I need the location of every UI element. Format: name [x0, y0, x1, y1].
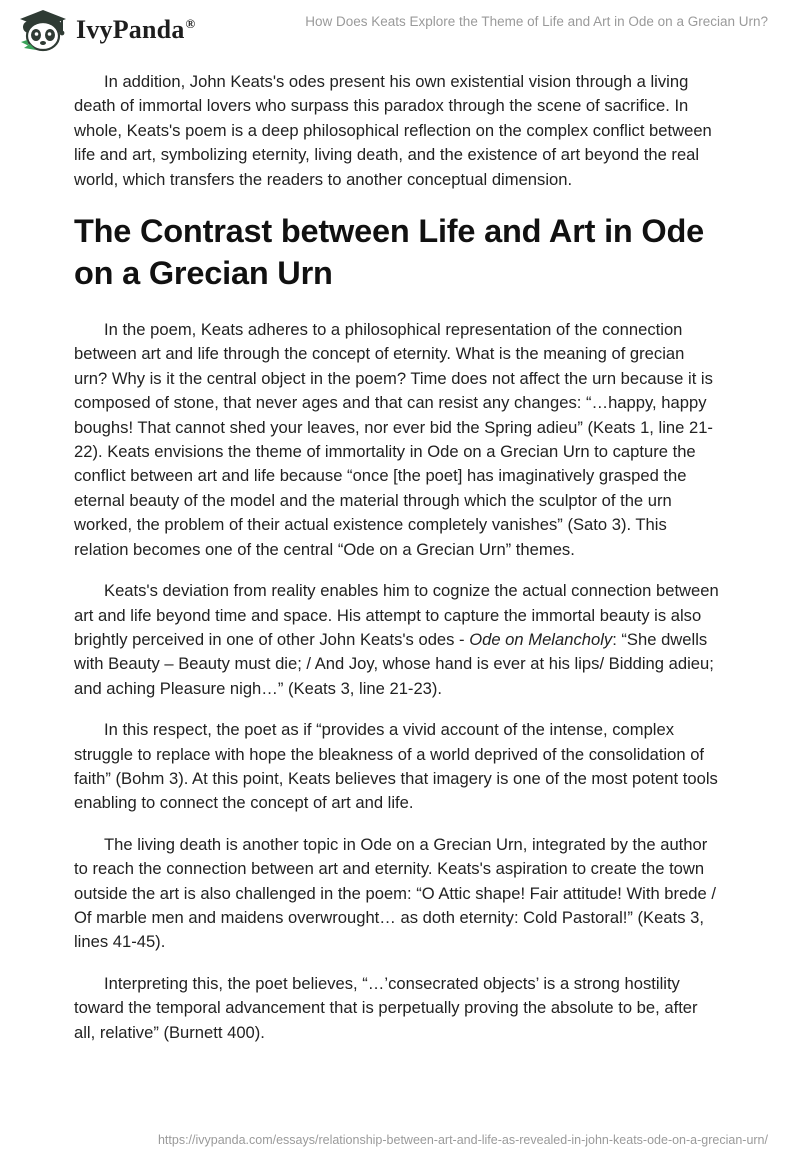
source-url[interactable]: https://ivypanda.com/essays/relationship-between-art-and-life-as-revealed-in-john-keats-ode-on-a-grecian-urn/ [157, 1133, 768, 1147]
page-header [0, 0, 800, 60]
paragraph-melancholy: Keats's deviation from reality enables him to cognize the actual connection between art and life beyond time and space. His attempt to capture the immortal beauty is also brightly perceived in one of other John Keats's odes - Ode on Melancholy: “She dwells with Beauty – Beauty must die; / And Joy, whose hand is ever at his lips/ Bidding adieu; and aching Pleasure nigh…” (Keats 3, line 21-23). [74, 581, 719, 698]
section-heading: The Contrast between Life and Art in Ode on a Grecian Urn [74, 213, 705, 292]
paragraph-eternity: In the poem, Keats adheres to a philosophical representation of the connection between art and life through the concept of eternity. What is the meaning of grecian urn? Why is it the central object in the poem? Time does not affect the urn because it is composed of stone, that never ages and that can resist any changes: “…happy, happy boughs! That cannot shed your leaves, nor ever bid the Spring adieu” (Keats 1, line 21-22). Keats envisions the theme of immortality in Ode on a Grecian Urn to capture the conflict between art and life because “once [the poet] has imaginatively grasped the eternal beauty of the model and the material through which the sculptor of the urn worked, the problem of their actual existence completely vanishes” (Sato 3). This relation becomes one of the central “Ode on a Grecian Urn” themes. [74, 320, 713, 559]
paragraph-intro: In addition, John Keats's odes present his own existential vision through a living death of immortal lovers who surpass this paradox through the scene of sacrifice. In whole, Keats's poem is a deep philosophical reflection on the complex conflict between life and art, symbolizing eternity, living death, and the existence of art beyond the real world, which transfers the readers to another conceptual dimension. [74, 72, 712, 189]
paragraph-imagery: In this respect, the poet as if “provides a vivid account of the intense, complex struggle to replace with hope the bleakness of a world deprived of the consolidation of faith” (Bohm 3). At this point, Keats believes that imagery is one of the most potent tools enabling to connect the concept of art and life. [74, 720, 718, 813]
panda-graduate-icon [16, 8, 70, 52]
paragraph-interpretation: Interpreting this, the poet believes, “…’consecrated objects’ is a strong hostility toward the temporal advancement that is perpetually proving the absolute to be, after all, relative” (Burnett 400). [74, 973, 698, 1042]
essay-body [74, 70, 722, 1062]
brand-name: IvyPanda® [76, 15, 196, 44]
paragraph-living-death: The living death is another topic in Ode on a Grecian Urn, integrated by the author to reach the connection between art and eternity. Keats's aspiration to create the town outside the art is also challenged in the poem: “O Attic shape! Fair attitude! With brede / Of marble men and maidens overwrought… as doth eternity: Cold Pastoral!” (Keats 3, lines 41-45). [74, 834, 716, 952]
ivypanda-logo[interactable] [16, 8, 195, 52]
ode-title-italic: Ode on Melancholy [469, 629, 613, 649]
document-title: How Does Keats Explore the Theme of Life and Art in Ode on a Grecian Urn? [305, 14, 768, 29]
